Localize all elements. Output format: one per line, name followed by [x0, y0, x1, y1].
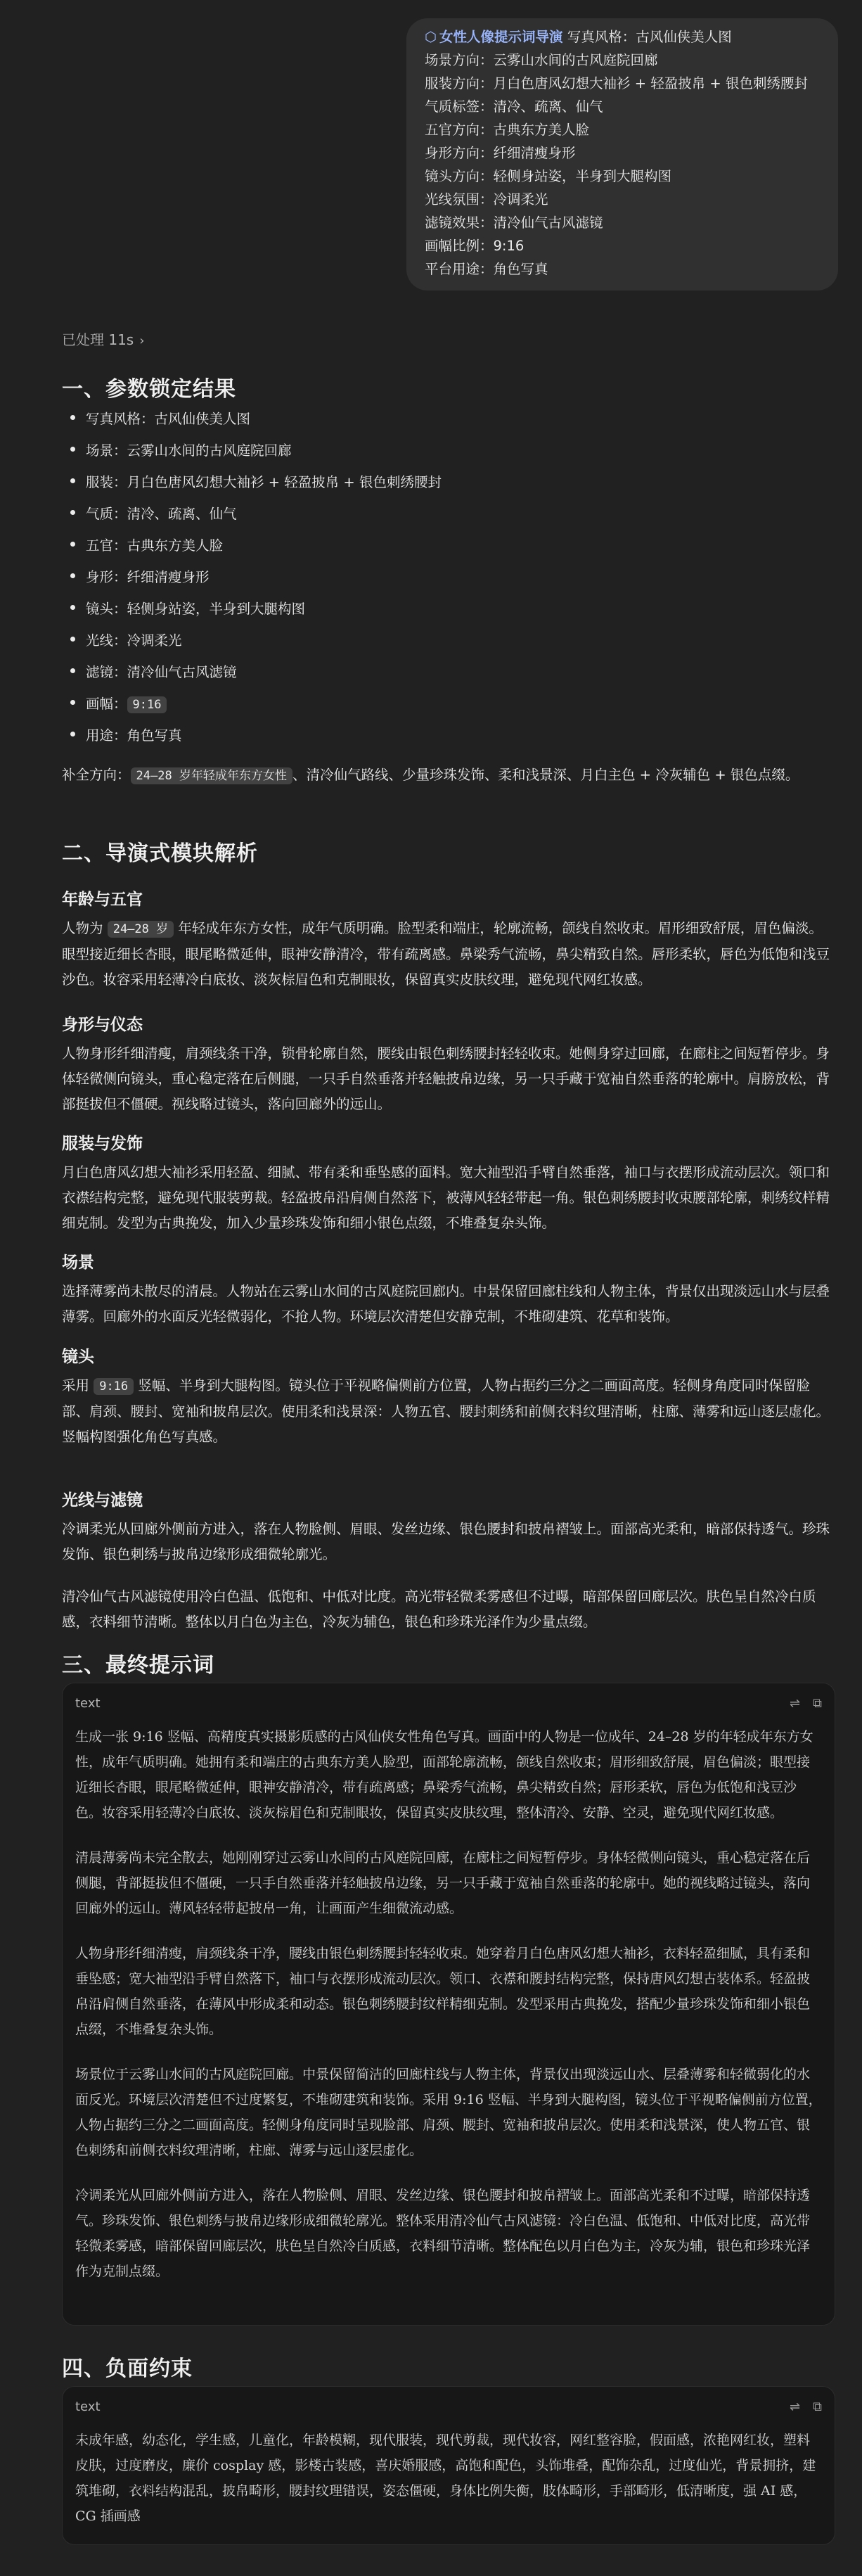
user-line: 光线氛围：冷调柔光 — [425, 191, 548, 208]
prompt-paragraph: 冷调柔光从回廊外侧前方进入，落在人物脸侧、眉眼、发丝边缘、银色腰封和披帛褶皱上。面部高光柔和不过曝，暗部保持透气。珍珠发饰、银色刺绣与披帛边缘形成细微轮廓光。整体采用清冷仙气古风滤镜：冷白色温、低饱和、中低对比度，高光带轻微柔雾感，暗部保留回廊层次，肤色呈自然冷白质感，衣料细节清晰。整体配色以月白色为主，冷灰为辅，银色和珍珠光泽作为克制点缀。 — [75, 2188, 811, 2279]
list-item-label: 画幅： — [86, 696, 127, 712]
code-toolbar — [790, 2399, 822, 2414]
prompt-paragraph: 生成一张 9:16 竖幅、高精度真实摄影质感的古风仙侠女性角色写真。画面中的人物是一位成年、24–28 岁的年轻成年东方女性，成年气质明确。她拥有柔和端庄的古典东方美人脸型，面部轮廓流畅，颌线自然收束；眉形细致舒展，眉色偏淡；眼型接近细长杏眼，眼尾略微延伸，眼神安静清冷，带有疏离感；鼻梁秀气流畅，鼻尖精致自然；唇形柔软，唇色为低饱和浅豆沙色。妆容采用轻薄冷白底妆、淡灰棕眉色和克制眼妆，保留真实皮肤纹理，整体清冷、安静、空灵，避免现代网红妆感。 — [75, 1729, 813, 1821]
prompt-tag[interactable] — [425, 29, 563, 45]
supplement-paragraph — [62, 763, 835, 789]
para-text: 竖幅、半身到大腿构图。镜头位于平视略偏侧前方位置，人物占据约三分之二画面高度。轻侧身角度同时保留脸部、肩颈、腰封、宽袖和披帛层次。使用柔和浅景深：人物五官、腰封刺绣和前侧衣料纹理清晰，柱廊、薄雾和远山逐层虚化。竖幅构图强化角色写真感。 — [62, 1377, 830, 1445]
body-paragraph: 人物身形纤细清瘦，肩颈线条干净，锁骨轮廓自然，腰线由银色刺绣腰封轻轻收束。她侧身穿过回廊，在廊柱之间短暂停步。身体轻微侧向镜头，重心稳定落在后侧腿，一只手自然垂落并轻触披帛边缘，另一只手藏于宽袖自然垂落的轮廓中。肩膀放松，背部挺拔但不僵硬。视线略过镜头，落向回廊外的远山。 — [62, 1045, 830, 1112]
list-item: 滤镜：清冷仙气古风滤镜 — [86, 661, 237, 681]
para-text: 采用 — [62, 1377, 94, 1394]
para-text: 人物为 — [62, 920, 108, 936]
age-paragraph — [62, 916, 835, 993]
supplement-text: 、清冷仙气路线、少量珍珠发饰、柔和浅景深、月白主色 + 冷灰辅色 + 银色点缀。 — [292, 767, 799, 783]
thinking-toggle[interactable] — [62, 329, 144, 349]
inline-code: 9:16 — [127, 696, 167, 713]
subsection-title: 镜头 — [62, 1348, 94, 1366]
prompt-paragraph: 清晨薄雾尚未完全散去，她刚刚穿过云雾山水间的古风庭院回廊，在廊柱之间短暂停步。身体轻微侧向镜头，重心稳定落在后侧腿，背部挺拔但不僵硬，一只手自然垂落并轻触披帛边缘，另一只手藏于宽袖自然垂落的轮廓中。她的视线略过镜头，落向回廊外的远山。薄风轻轻带起披帛一角，让画面产生细微流动感。 — [75, 1850, 811, 1916]
dress-paragraph: 月白色唐风幻想大袖衫采用轻盈、细腻、带有柔和垂坠感的面料。宽大袖型沿手臂自然垂落，袖口与衣摆形成流动层次。领口和衣襟结构完整，避免现代服装剪裁。轻盈披帛沿肩侧自然落下，被薄风轻轻带起一角。银色刺绣腰封收束腰部轮廓，刺绣纹样精细克制。发型为古典挽发，加入少量珍珠发饰和细小银色点缀，不堆叠复杂头饰。 — [62, 1164, 830, 1231]
list-item: 光线：冷调柔光 — [86, 630, 182, 649]
user-line: 身形方向：纤细清瘦身形 — [425, 145, 576, 161]
code-block-header — [63, 2387, 835, 2426]
prompt-paragraph: 人物身形纤细清瘦，肩颈线条干净，腰线由银色刺绣腰封轻轻收束。她穿着月白色唐风幻想大袖衫，衣料轻盈细腻，具有柔和垂坠感；宽大袖型沿手臂自然落下，袖口与衣摆形成流动层次。领口、衣襟和腰封结构完整，保持唐风幻想古装体系。轻盈披帛沿肩侧自然垂落，在薄风中形成柔和动态。银色刺绣腰封纹样精细克制。发型采用古典挽发，搭配少量珍珠发饰和细小银色点缀，不堆叠复杂头饰。 — [75, 1946, 811, 2037]
code-language-label: text — [75, 2399, 101, 2414]
wrap-icon[interactable]: ⇌ — [790, 2399, 801, 2414]
code-block-body — [63, 2426, 835, 2543]
code-toolbar — [790, 1696, 822, 1711]
code-block-body — [63, 1723, 835, 2298]
code-block-header — [63, 1683, 835, 1723]
list-item: 身形：纤细清瘦身形 — [86, 566, 210, 586]
scene-paragraph: 选择薄雾尚未散尽的清晨。人物站在云雾山水间的古风庭院回廊内。中景保留回廊柱线和人物主体，背景仅出现淡远山水与层叠薄雾。回廊外的水面反光轻微弱化，不抢人物。环境层次清楚但安静克制，不堆砌建筑、花草和装饰。 — [62, 1283, 830, 1325]
inline-code: 24–28 岁 — [108, 921, 174, 938]
chevron-right-icon: › — [139, 333, 145, 348]
copy-icon[interactable]: ⧉ — [813, 2399, 822, 2414]
list-item: 场景：云雾山水间的古风庭院回廊 — [86, 440, 292, 459]
section-title: 二、导演式模块解析 — [62, 841, 258, 866]
wrap-icon[interactable]: ⇌ — [790, 1695, 801, 1711]
thinking-label: 已处理 11s — [62, 331, 134, 348]
list-item: 镜头：轻侧身站姿，半身到大腿构图 — [86, 598, 305, 618]
section-title: 四、负面约束 — [62, 2357, 193, 2381]
section-title: 三、最终提示词 — [62, 1653, 214, 1678]
list-item: 服装：月白色唐风幻想大袖衫 + 轻盈披帛 + 银色刺绣腰封 — [86, 471, 442, 491]
light-paragraph: 冷调柔光从回廊外侧前方进入，落在人物脸侧、眉眼、发丝边缘、银色腰封和披帛褶皱上。面部高光柔和，暗部保持透气。珍珠发饰、银色刺绣与披帛边缘形成细微轮廓光。 — [62, 1521, 830, 1562]
user-line: 写真风格：古风仙侠美人图 — [567, 29, 732, 45]
user-line: 服装方向：月白色唐风幻想大袖衫 + 轻盈披帛 + 银色刺绣腰封 — [425, 75, 808, 91]
list-item — [86, 693, 167, 713]
filter-paragraph: 清冷仙气古风滤镜使用冷白色温、低饱和、中低对比度。高光带轻微柔雾感但不过曝，暗部保留回廊层次。肤色呈自然冷白质感，衣料细节清晰。整体以月白色为主色，冷灰为辅色，银色和珍珠光泽作为少量点缀。 — [62, 1588, 816, 1630]
gem-icon: ⬡ — [425, 29, 437, 45]
lens-paragraph — [62, 1373, 835, 1450]
user-line: 滤镜效果：清冷仙气古风滤镜 — [425, 215, 603, 231]
user-line: 场景方向：云雾山水间的古风庭院回廊 — [425, 52, 658, 68]
user-line: 平台用途：角色写真 — [425, 261, 548, 277]
subsection-title: 场景 — [62, 1254, 94, 1272]
list-item: 用途：角色写真 — [86, 725, 182, 744]
supplement-label: 补全方向： — [62, 767, 131, 783]
code-language-label: text — [75, 1695, 101, 1711]
copy-icon[interactable]: ⧉ — [813, 1695, 822, 1711]
subsection-title: 身形与仪态 — [62, 1016, 143, 1034]
list-item: 五官：古典东方美人脸 — [86, 535, 223, 554]
user-message-bubble — [406, 18, 838, 291]
section-title: 一、参数锁定结果 — [62, 377, 236, 402]
para-text: 年轻成年东方女性，成年气质明确。脸型柔和端庄，轮廓流畅，颌线自然收束。眉形细致舒展，眉色偏淡。眼型接近细长杏眼，眼尾略微延伸，眼神安静清冷，带有疏离感。鼻梁秀气流畅，鼻尖精致自然。唇形柔软，唇色为低饱和浅豆沙色。妆容采用轻薄冷白底妆、淡灰棕眉色和克制眼妆，保留真实皮肤纹理，避免现代网红妆感。 — [62, 920, 830, 988]
user-line: 镜头方向：轻侧身站姿，半身到大腿构图 — [425, 168, 672, 184]
subsection-title: 服装与发饰 — [62, 1135, 143, 1153]
user-line: 气质标签：清冷、疏离、仙气 — [425, 98, 603, 115]
list-item: 写真风格：古风仙侠美人图 — [86, 408, 250, 428]
inline-code: 9:16 — [94, 1378, 134, 1395]
prompt-tag-label: 女性人像提示词导演 — [439, 29, 563, 45]
user-message-first-line — [425, 25, 820, 49]
prompt-paragraph: 场景位于云雾山水间的古风庭院回廊。中景保留简洁的回廊柱线与人物主体，背景仅出现淡远山水、层叠薄雾和轻微弱化的水面反光。环境层次清楚但不过度繁复，不堆砌建筑和装饰。采用 9:16 竖幅、半身到大腿构图，镜头位于平视略偏侧前方位置，人物占据约三分之二画面高度。轻侧身角度同时呈现脸部、肩颈、腰封、宽袖和披帛层次。使用柔和浅景深，使人物五官、银色刺绣和前侧衣料纹理清晰，柱廊、薄雾与远山逐层虚化。 — [75, 2067, 822, 2158]
code-block-prompt — [62, 1683, 835, 2326]
subsection-title: 光线与滤镜 — [62, 1491, 143, 1510]
user-line: 画幅比例：9:16 — [425, 238, 525, 254]
code-block-negative — [62, 2386, 835, 2545]
list-item: 气质：清冷、疏离、仙气 — [86, 503, 237, 523]
user-line: 五官方向：古典东方美人脸 — [425, 122, 590, 138]
negative-paragraph: 未成年感，幼态化，学生感，儿童化，年龄模糊，现代服装，现代剪裁，现代妆容，网红整容脸，假面感，浓艳网红妆，塑料皮肤，过度磨皮，廉价 cosplay 感，影楼古装感，喜庆婚服感，高饱和配色，头饰堆叠，配饰杂乱，过度仙光，背景拥挤，建筑堆砌，衣料结构混乱，披帛畸形，腰封纹理错误，姿态僵硬，身体比例失衡，肢体畸形，手部畸形，低清晰度，强 AI 感，CG 插画感 — [75, 2432, 816, 2524]
subsection-title: 年龄与五官 — [62, 891, 143, 909]
inline-code: 24–28 岁年轻成年东方女性 — [131, 767, 292, 784]
